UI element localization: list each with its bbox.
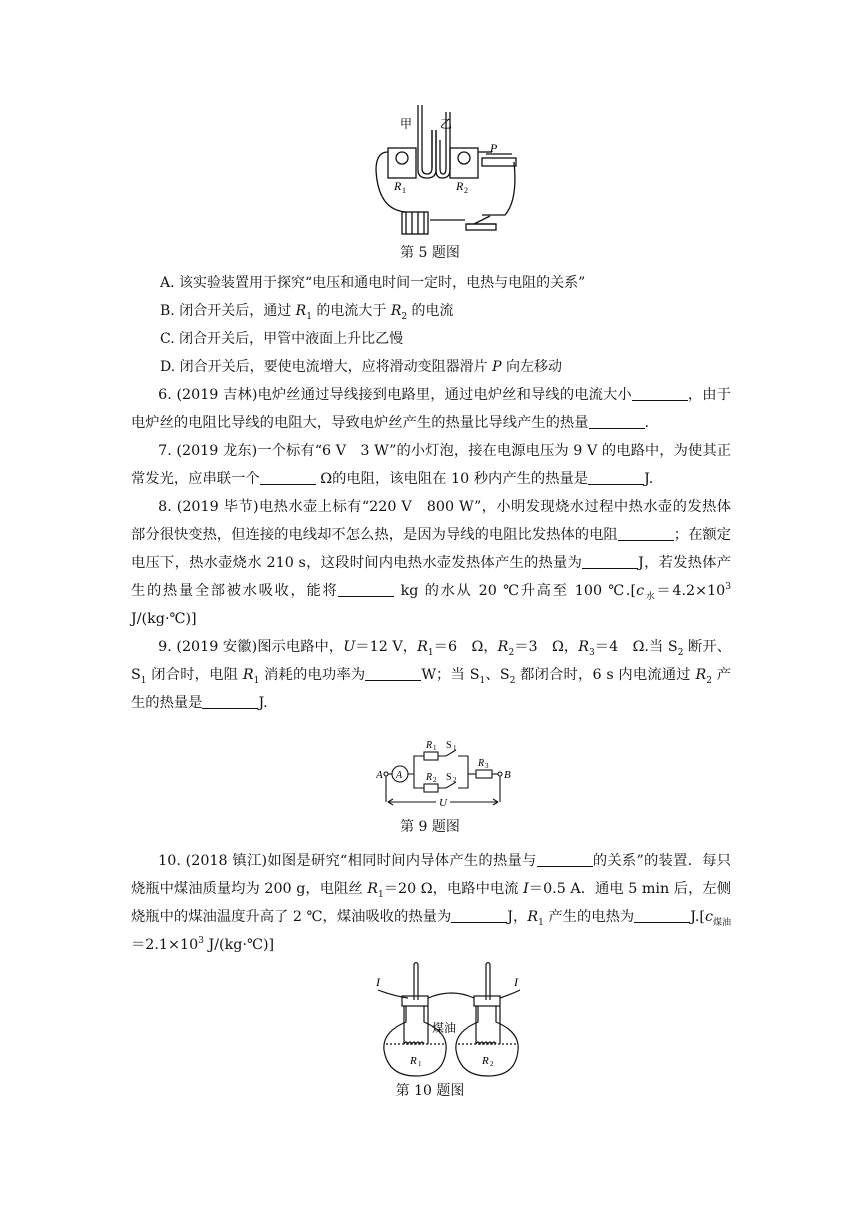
svg-text:I: I [514,975,518,989]
svg-text:B: B [504,769,511,781]
question-9: 9. (2019 安徽)图示电路中，U＝12 V，$R_1=6$ Ω，$R_2=3$ Ω，$R_3=4$ Ω.当 $S_2$ 断开、$S_1$ 闭合时，电阻 $R_1$ 消耗的电功率为 W；当 $S_1$、$S_2$ 都闭合时，6 s 内电流通过 $R_2$ 产生的热量是 J. [131,639,731,711]
svg-text:S: S [446,740,452,751]
figure-9-caption: 第 9 题图 [400,819,460,835]
svg-text:2: 2 [490,1060,494,1068]
label-p: P [490,141,498,155]
q5-option-c: C. 闭合开关后，甲管中液面上升比乙慢 [160,331,404,347]
question-10-block [131,847,731,959]
svg-text:R: R [426,772,433,783]
svg-text:1: 1 [433,744,437,752]
question-8: 8. (2019 毕节)电热水壶上标有“220 V 800 W”，小明发现烧水过程中热水壶的发热体部分很快变热，但连接的电线却不怎么热，是因为导线的电阻比发热体的电阻 ；在额定电压下，热水壶烧水 210 s，这段时间内电热水壶发热体产生的热量为 J，若发热体产生的热量全部被水吸收，能将 kg 的水从 20 ℃升高至 100 $℃.[c_水=4.2\times 10^3$ J/(kg·℃)] [131,499,732,627]
svg-text:R: R [410,1055,417,1067]
q5-option-b: B. 闭合开关后，通过 $R_1$ 的电流大于 $R_2$ 的电流 [160,303,454,322]
label-r1: R [394,179,402,193]
svg-text:S: S [446,772,452,783]
svg-text:U: U [439,797,447,809]
svg-text:2: 2 [464,186,468,195]
q5-option-a: A. 该实验装置用于探究“电压和通电时间一定时，电热与电阻的关系” [160,275,586,291]
question-7: 7. (2019 龙东)一个标有“6 V 3 W”的小灯泡，接在电源电压为 9 V 的电路中，为使其正常发光，应串联一个 Ω的电阻，该电阻在 10 秒内产生的热量是 J. [131,443,731,487]
svg-text:1: 1 [402,186,406,195]
q5-option-d: D. 闭合开关后，要使电流增大，应将滑动变阻器滑片 P 向左移动 [160,359,562,375]
question-6: 6. (2019 吉林)电炉丝通过导线接到电路里，通过电炉丝和导线的电流大小 ，由于电炉丝的电阻比导线的电阻大，导致电炉丝产生的热量比导线产生的热量 . [131,387,731,431]
figure-9-circuit [376,738,516,814]
svg-text:A: A [396,770,403,781]
label-r2: R [456,179,464,193]
figure-10-caption: 第 10 题图 [395,1083,465,1099]
label-jia: 甲 [400,117,413,131]
svg-text:2: 2 [433,776,437,784]
svg-text:R: R [482,1055,489,1067]
label-yi: 乙 [440,117,453,131]
svg-text:1: 1 [418,1060,422,1068]
svg-text:R: R [478,758,485,769]
svg-text:R: R [426,740,433,751]
svg-text:1: 1 [453,744,457,752]
question-10: 10. (2018 镇江)如图是研究“相同时间内导体产生的热量与 的关系”的装置．每只烧瓶中煤油质量均为 200 g，电阻丝 $R_1=20$ Ω，电路中电流 I＝0.5 A．通电 5 min 后，左侧烧瓶中的煤油温度升高了 2 ℃，煤油吸收的热量为 J，$R_1$ 产生的电热为 $J.[c_{煤油}=2.1\times 10^3$ J/(kg·℃)] [131,853,731,953]
svg-text:A: A [376,769,383,781]
questions-6-to-9 [131,381,731,717]
figure-5-circuit [370,100,520,240]
figure-5-caption: 第 5 题图 [400,245,460,261]
svg-text:2: 2 [453,776,457,784]
figure-10-apparatus [374,960,524,1078]
label-kerosene: 煤油 [432,1021,457,1035]
svg-text:3: 3 [485,762,489,770]
svg-text:I: I [376,975,380,989]
